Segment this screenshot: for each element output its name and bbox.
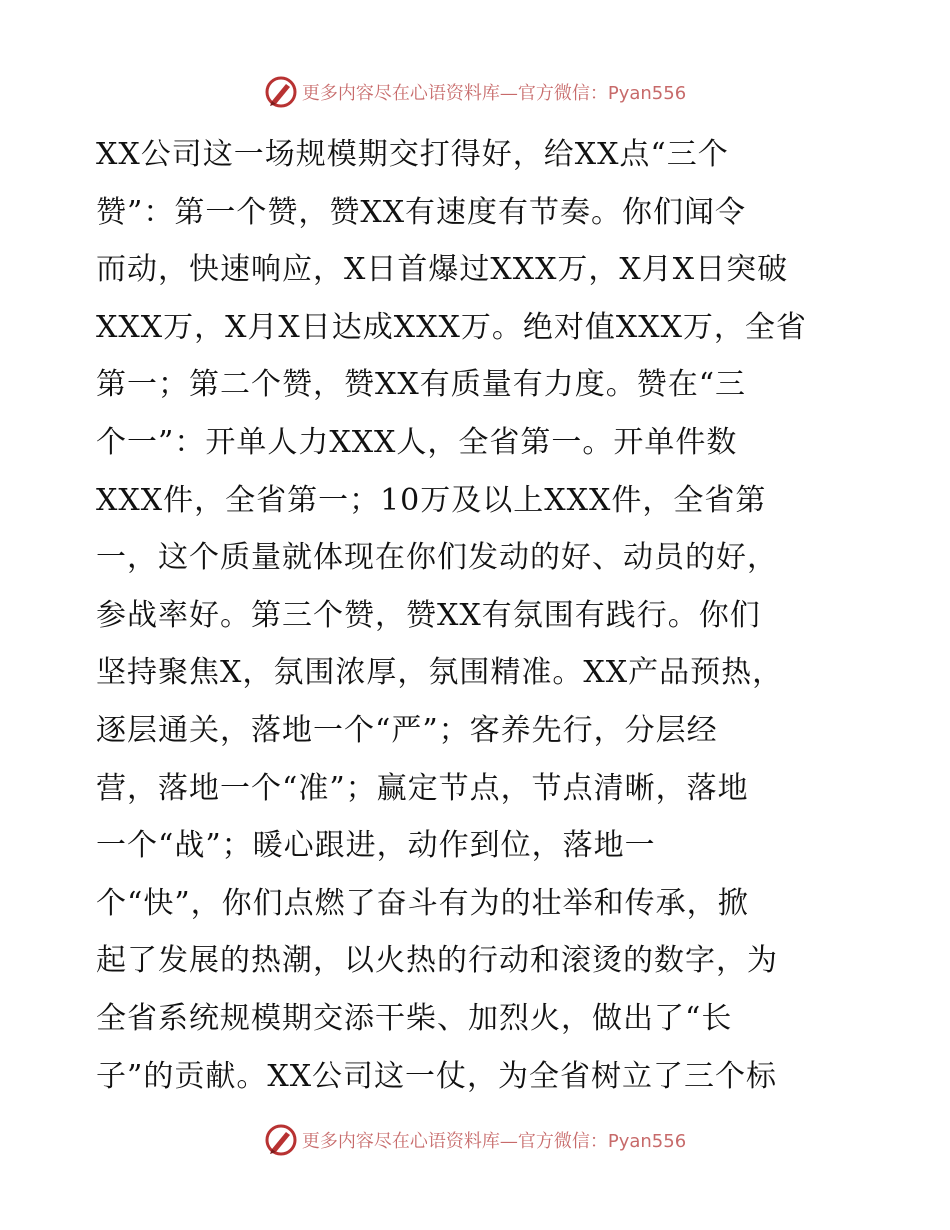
document-body (96, 126, 866, 1105)
red-pen-circle-icon (264, 75, 298, 109)
red-pen-circle-icon (264, 1123, 298, 1157)
watermark-text: 更多内容尽在心语资料库—官方微信：Pyan556 (301, 1131, 687, 1152)
text-line: 一，这个质量就体现在你们发动的好、动员的好， (96, 540, 778, 576)
text-line: 营，落地一个“准”；赢定节点，节点清晰，落地 (96, 770, 749, 806)
watermark-text: 更多内容尽在心语资料库—官方微信：Pyan556 (301, 83, 687, 104)
text-line: 坚持聚焦X，氛围浓厚，氛围精准。XX产品预热， (96, 655, 784, 691)
text-line: XX公司这一场规模期交打得好，给XX点“三个 (96, 137, 729, 172)
text-line: 个“快”，你们点燃了奋斗有为的壮举和传承，掀 (96, 885, 749, 921)
header-watermark (0, 72, 950, 112)
text-line: 起了发展的热潮，以火热的行动和滚烫的数字，为 (96, 943, 778, 979)
text-line: 赞”：第一个赞，赞XX有速度有节奏。你们闻令 (96, 194, 747, 230)
text-line: 逐层通关，落地一个“严”；客养先行，分层经 (96, 712, 718, 748)
text-line: XXX件，全省第一；10万及以上XXX件，全省第 (96, 482, 767, 518)
text-line: 个一”：开单人力XXX人，全省第一。开单件数 (96, 424, 738, 460)
text-line: 参战率好。第三个赞，赞XX有氛围有践行。你们 (96, 597, 761, 633)
text-line: 全省系统规模期交添干柴、加烈火，做出了“长 (96, 1000, 733, 1036)
text-line: XXX万，X月X日达成XXX万。绝对值XXX万，全省 (96, 309, 807, 345)
footer-watermark (0, 1120, 950, 1160)
text-line: 第一；第二个赞，赞XX有质量有力度。赞在“三 (96, 367, 747, 403)
text-line: 而动，快速响应，X日首爆过XXX万，X月X日突破 (96, 252, 789, 288)
text-line: 子”的贡献。XX公司这一仗，为全省树立了三个标 (96, 1058, 778, 1094)
text-line: 一个“战”；暖心跟进，动作到位，落地一 (96, 828, 656, 864)
